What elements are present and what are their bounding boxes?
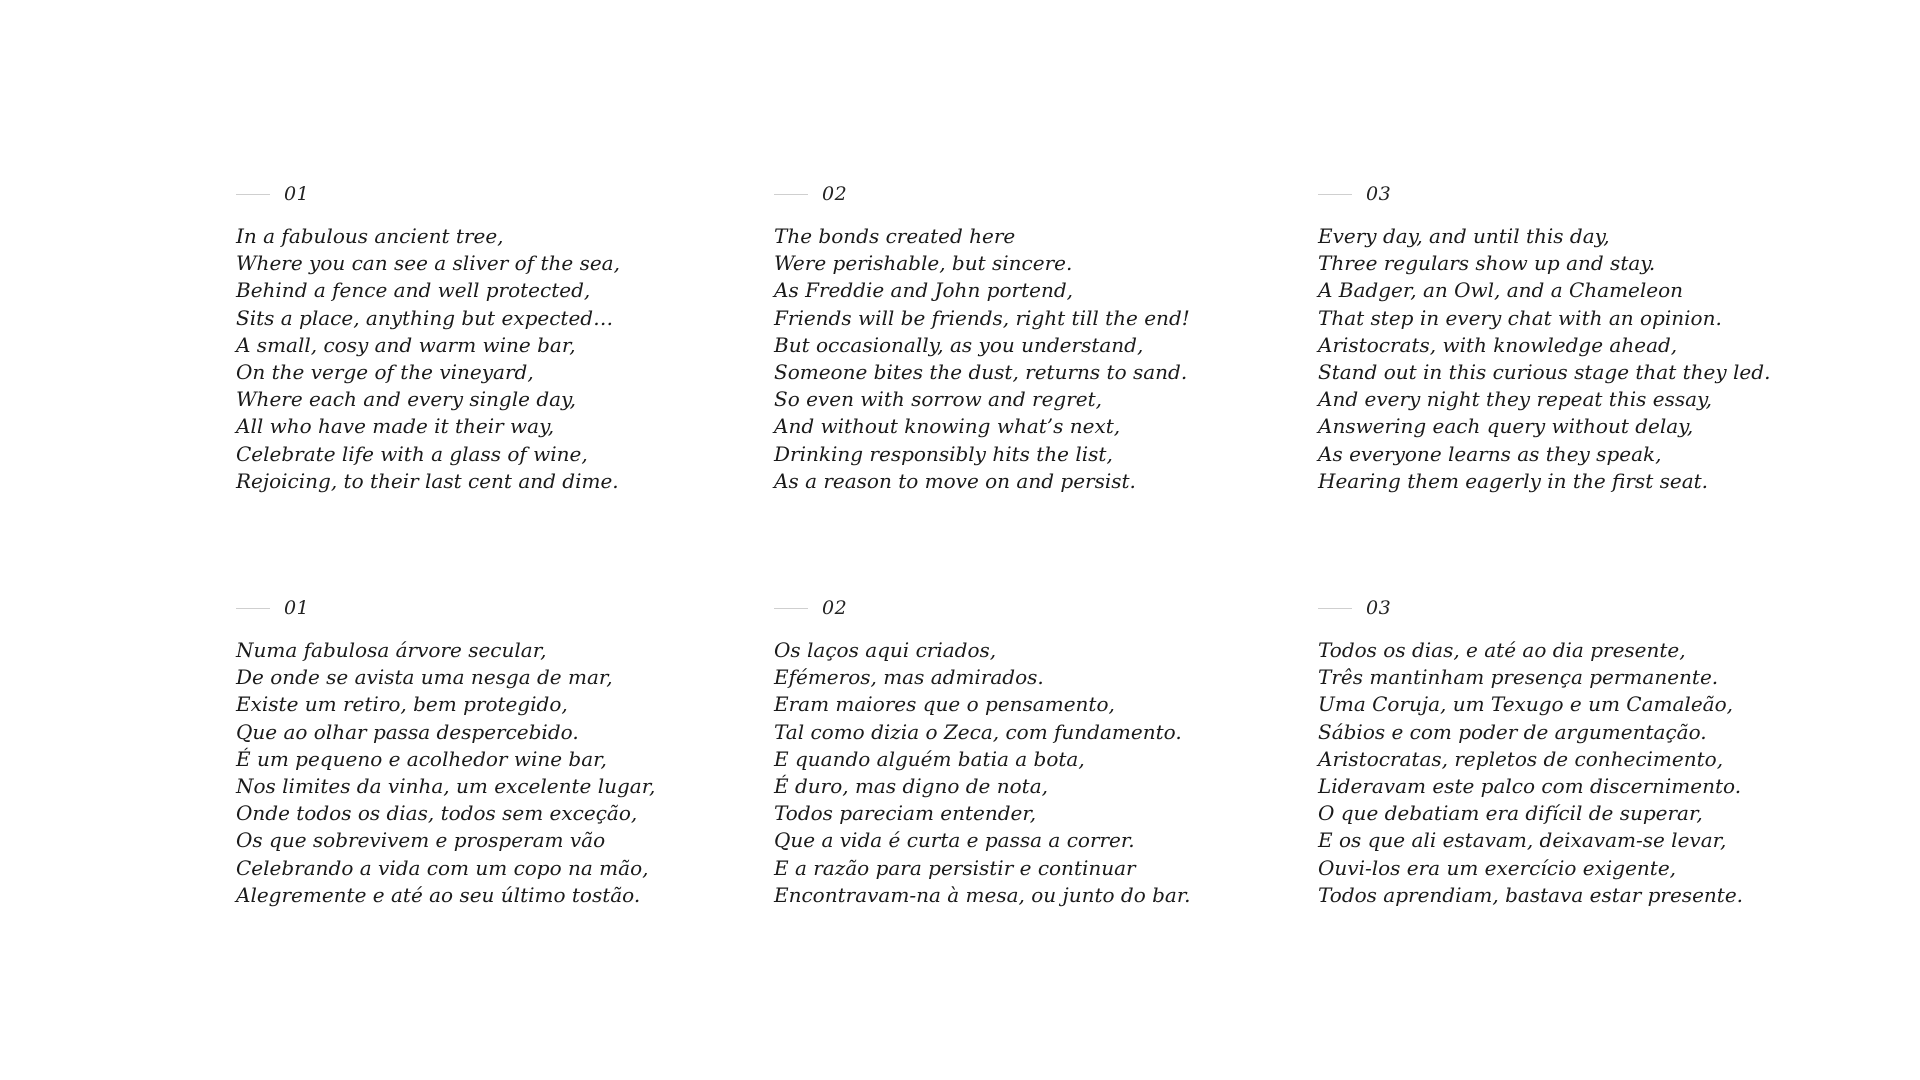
verse-line: A small, cosy and warm wine bar, [236,332,576,357]
stanza-number: 02 [822,183,848,205]
verse-lines [1318,223,1858,495]
verse-line: Todos pareciam entender, [774,801,1037,826]
divider-line [774,608,808,609]
verse-line: Os que sobrevivem e prosperam vão [236,828,606,853]
verse-line: Friends will be friends, right till the end! [774,305,1190,330]
stanza-header [774,594,1314,622]
divider-line [1318,194,1352,195]
stanza-number: 01 [284,183,310,205]
verse-line: Efémeros, mas admirados. [774,665,1044,690]
verse-line: Hearing them eagerly in the first seat. [1318,468,1709,493]
verse-line: É um pequeno e acolhedor wine bar, [236,746,607,771]
verse-line: Eram maiores que o pensamento, [774,692,1115,717]
verse-line: Sábios e com poder de argumentação. [1318,719,1707,744]
stanza-number: 01 [284,597,310,619]
verse-line: Three regulars show up and stay. [1318,251,1656,276]
verse-line: So even with sorrow and regret, [774,387,1102,412]
verse-line: Stand out in this curious stage that they led. [1318,360,1771,385]
verse-line: That step in every chat with an opinion. [1318,305,1722,330]
verse-line: Celebrate life with a glass of wine, [236,441,588,466]
verse-line: Where you can see a sliver of the sea, [236,251,620,276]
stanza-en-01 [236,180,776,495]
stanza-number: 03 [1366,597,1392,619]
verse-line: As everyone learns as they speak, [1318,441,1662,466]
verse-line: Every day, and until this day, [1318,224,1610,248]
verse-line: Tal como dizia o Zeca, com fundamento. [774,719,1182,744]
stanza-en-02 [774,180,1314,495]
verse-line: Encontravam-na à mesa, ou junto do bar. [774,882,1191,907]
verse-line: Someone bites the dust, returns to sand. [774,360,1188,385]
verse-line: É duro, mas digno de nota, [774,774,1048,799]
verse-line: Where each and every single day, [236,387,577,412]
stanza-pt-03 [1318,594,1858,909]
verse-line: And without knowing what’s next, [774,414,1121,439]
verse-line: Rejoicing, to their last cent and dime. [236,468,619,493]
verse-line: All who have made it their way, [236,414,555,439]
verse-line: Existe um retiro, bem protegido, [236,692,568,717]
verse-line: O que debatiam era difícil de superar, [1318,801,1703,826]
stanza-number: 02 [822,597,848,619]
verse-lines [1318,637,1858,909]
verse-line: E quando alguém batia a bota, [774,746,1085,771]
verse-line: Sits a place, anything but expected… [236,305,614,330]
verse-line: De onde se avista uma nesga de mar, [236,665,613,690]
verse-line: Que ao olhar passa despercebido. [236,719,579,744]
verse-line: Todos os dias, e até ao dia presente, [1318,638,1686,662]
verse-line: Nos limites da vinha, um excelente lugar, [236,774,656,799]
verse-line: Os laços aqui criados, [774,638,997,662]
verse-line: And every night they repeat this essay, [1318,387,1713,412]
verse-line: Celebrando a vida com um copo na mão, [236,855,649,880]
verse-line: Numa fabulosa árvore secular, [236,638,547,662]
stanza-header [1318,594,1858,622]
verse-line: Onde todos os dias, todos sem exceção, [236,801,638,826]
verse-line: The bonds created here [774,224,1016,248]
verse-lines [774,223,1314,495]
stanza-pt-01 [236,594,776,909]
divider-line [236,194,270,195]
stanza-number: 03 [1366,183,1392,205]
stanza-header [774,180,1314,208]
verse-line: On the verge of the vineyard, [236,360,534,385]
verse-line: Uma Coruja, um Texugo e um Camaleão, [1318,692,1733,717]
verse-line: Aristocratas, repletos de conhecimento, [1318,746,1724,771]
divider-line [1318,608,1352,609]
verse-line: Answering each query without delay, [1318,414,1694,439]
verse-line: Três mantinham presença permanente. [1318,665,1719,690]
verse-line: Drinking responsibly hits the list, [774,441,1113,466]
stanza-header [236,594,776,622]
stanza-header [236,180,776,208]
divider-line [236,608,270,609]
verse-line: In a fabulous ancient tree, [236,224,504,248]
verse-lines [236,223,776,495]
verse-line: As a reason to move on and persist. [774,468,1136,493]
verse-line: A Badger, an Owl, and a Chameleon [1318,278,1684,303]
verse-line: Que a vida é curta e passa a correr. [774,828,1135,853]
verse-line: Were perishable, but sincere. [774,251,1073,276]
verse-line: Ouvi-los era um exercício exigente, [1318,855,1677,880]
verse-lines [774,637,1314,909]
verse-line: As Freddie and John portend, [774,278,1073,303]
verse-line: Alegremente e até ao seu último tostão. [236,882,641,907]
verse-line: Todos aprendiam, bastava estar presente. [1318,882,1744,907]
divider-line [774,194,808,195]
stanza-en-03 [1318,180,1858,495]
verse-lines [236,637,776,909]
verse-line: E os que ali estavam, deixavam-se levar, [1318,828,1727,853]
verse-line: Aristocrats, with knowledge ahead, [1318,332,1678,357]
verse-line: But occasionally, as you understand, [774,332,1144,357]
verse-line: Lideravam este palco com discernimento. [1318,774,1742,799]
verse-line: E a razão para persistir e continuar [774,855,1136,880]
verse-line: Behind a fence and well protected, [236,278,591,303]
stanza-header [1318,180,1858,208]
stanza-pt-02 [774,594,1314,909]
